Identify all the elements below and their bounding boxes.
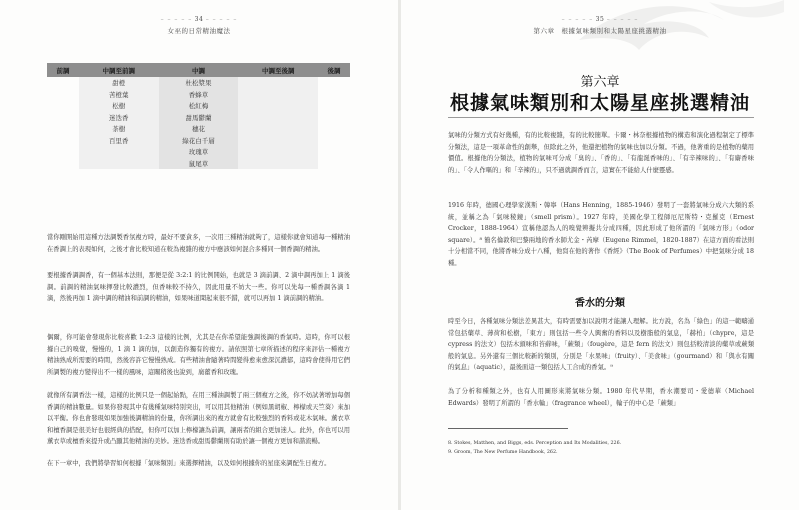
right-page [401,0,799,510]
col-mid-to-base: 中調至後調 [238,63,318,77]
body-paragraph: 要根據香調調香，有一個基本法則，那便是從 3:2:1 的比例開始，也就是 3 滴前調、2 滴中調再加上 1 滴後調。前調的精油氣味揮發比較濃烈，但香味較不持久，因此用量不妨大一些。你可以先每一種香調各滴 1 滴，然後再加 1 滴中調的精油和前調的精油，如果味道聞起來很不錯，就可以再加 1 滴前調的精油。 [47,272,350,303]
col-top-note: 前調 [47,63,79,77]
chapter-title: 根據氣味類別和太陽星座挑選精油 [449,92,750,114]
table-row: 茶樹 穗花 [47,123,350,135]
left-running-header [0,16,398,35]
left-running-title: 女巫的日常精油魔法 [167,27,231,35]
right-running-title: 第六章 根據氣味類別和太陽星座挑選精油 [533,27,667,35]
right-page-number-row: – – – – – 35 – – – – – [561,16,639,23]
table-row: 鼠尾草 [47,158,350,170]
title-rule [448,117,754,118]
body-paragraph: 時至今日，各種氣味分類法差異甚大，有時需要加以說明才能讓人理解。比方說，名為「綠色」的這一範疇通常包括藥草、薄荷和松樹，「東方」則包括一些令人興奮的香料以及樹脂般的氣息，「赫柏」（chypre，這是 cypress 的法文）包括木頭味和苔蘚味，「蕨類」（fougère，這是 fern 的法文）則包括較清淡的藥草或蕨類般的氣息。另外還有三個比較新的類別，分別是「水果味」（fruity）、「美食味」（gourmand）和「與水有關的氣息」（aquatic），最後面這一類包括人工合成的香氣。⁹ [448,318,754,372]
table-row: 百里香 綠花白千層 [47,135,350,147]
body-paragraph: 氣味的分類方式有好幾種，有的比較複雜，有的比較簡單。卡爾・林奈根據植物的構造和演化過程制定了標準分類法，這是一項革命性的創舉，但除此之外，他還把植物的氣味也加以分類。不過，他著重的是植物的藥用價值。根據他的分類法，植物的氣味可分成「臭的」、「香的」、「有龍涎香味的」、「有辛辣味的」、「有麝香味的」、「令人作嘔的」和「辛辣的」，只不過就調香而言，這實在不能給人什麼靈感。 [448,132,754,174]
footnote-rule [448,428,568,429]
note-table [47,63,350,169]
footnote: 8. Stokes, Matthen, and Biggs, eds. Perception and Its Modalities, 226. [448,441,622,446]
section-title: 香水的分類 [575,298,625,309]
col-middle: 中調 [159,63,239,77]
table-row: 迷迭香 甜馬鬱蘭 [47,112,350,124]
col-mid-to-top: 中調至前調 [79,63,159,77]
table-row: 松樹 松紅梅 [47,100,350,112]
left-page [0,0,398,510]
body-paragraph: 在下一章中，我們將學習如何根據「氣味類別」來選擇精油，以及如何根據你的星座來調配生日複方。 [47,460,331,467]
body-paragraph: 為了分析和種類之外，也有人用圖形來將氣味分類。1980 年代早期，香水潮要司・愛德華（Michael Edwards）發明了所謂的「香水輪」（fragrance wheel），輪子的中心是「蕨類」 [448,388,754,407]
footnote: 9. Groom, The New Perfume Handbook, 262. [448,450,558,455]
table-row: 甜橙 杜松漿果 [47,77,350,89]
body-paragraph: 1916 年時，德國心理學家漢斯・韓寧（Hans Henning，1885-1946）發明了一套將氣味分成六大類的系統，並稱之為「氣味稜鏡」（smell prism）。1927 年時，美國化學工程師厄尼斯特・克羅克（Ernest Crocker，1888-1964）宣稱他認為人的嗅覺辨擬共分成四種，因此形成了他所謂的「氣味方形」（odor square）。⁸ 簡名倫敦和巴黎兩地的香水師尤金・芮摩（Eugene Rimmel，1820-1887）在這方面的看法則十分相當不同，他將香味分成十八種，他寫在他的著作《香經》（The Book of Perfumes）中把氣味分成 18 種。 [448,202,754,267]
body-paragraph: 就像所有調香法一樣，這樣的比例只是一個起始點，在用三種油調製了兩三個複方之後，你不妨試著增加每個香調的精油數量。如果你發現其中有幾種氣味特別突出，可以用其他精油（例如黑胡椒、檸檬或天竺葵）來加以平衡。你也會發現如果加強後調精油的份量，你所調出來的複方就會有比較強烈的香料或花木氣味。薰衣草和檀香調是很美好也很經典的搭配，但你可以加上檸檬讓為前調，讓兩者的組合更加迷人。此外，你也可以用薰衣草或檀香來提升或凸顯其他精油的美妙。迷迭香或甜馬鬱蘭則有助於讓一個複方更加和諧流暢。 [47,392,350,446]
right-running-header [401,16,799,35]
col-base-note: 後調 [318,63,350,77]
table-row: 苦橙葉 香蜂草 [47,89,350,101]
table-row: 玫瑰草 [47,146,350,158]
right-page-number: 35 [595,16,605,23]
body-paragraph: 當你剛開始用這種方法調製香氛複方時，最好不要貪多，一次用三種精油就夠了，這樣你就會知道每一種精油在香調上的表現如何，之後才會比較知道在較為複雜的複方中應該如何混合多種同一個香調的精油。 [47,234,350,253]
body-paragraph: 偶爾，你可能會發現你比較喜歡 1:2:3 這樣的比例，尤其是在你希望能強調後調的香氣時。這時，你可以根據自己的嗅覺，慢慢的，1 滴 1 滴的加，以創造你獨有的複方。請依照第七章所描述的程序來評估一種複方精油熟成所需要的時間，然後容許它慢慢熟成。有些精油會隨著時間變得愈來愈深沉濃郁，這時會使得用它們所調製的複方變得出不一樣的風味，這關稍後也說到，廣藿香和玫瑰。 [47,334,350,376]
left-page-number: 34 [194,16,204,23]
left-page-number-row: – – – – – 34 – – – – – [160,16,238,23]
chapter-label: 第六章 [580,75,620,90]
